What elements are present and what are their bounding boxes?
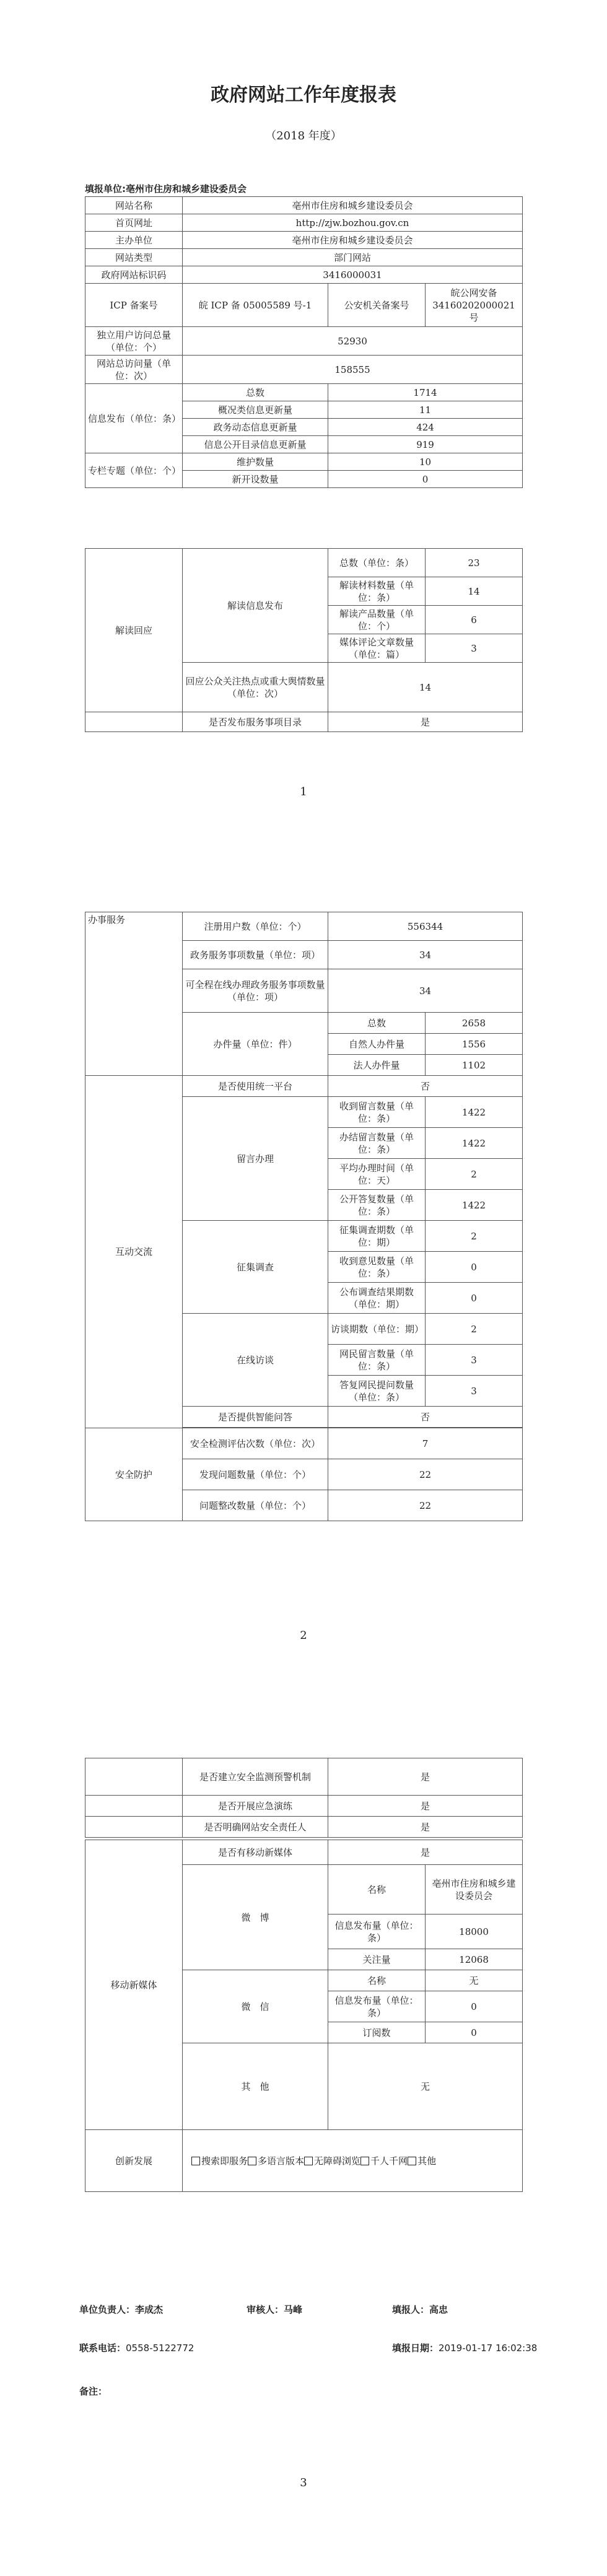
- site-code-value: 3416000031: [183, 266, 523, 284]
- uv-value: 52930: [183, 327, 523, 356]
- wechat-label: 微 信: [183, 1970, 328, 2043]
- fixed-label: 问题整改数量（单位：个）: [183, 1490, 328, 1521]
- icp-label: ICP 备案号: [85, 284, 183, 327]
- page-title: 政府网站工作年度报表: [211, 84, 396, 106]
- smart-value: 否: [328, 1407, 523, 1428]
- survey-periods-label: 征集调查期数（单位：期）: [328, 1221, 426, 1252]
- site-code-label: 政府网站标识码: [85, 266, 183, 284]
- other-value: 无: [328, 2043, 523, 2130]
- info-total-label: 总数: [183, 384, 328, 401]
- checks-label: 安全检测评估次数（单位：次）: [183, 1428, 328, 1459]
- site-name-value: 亳州市住房和城乡建设委员会: [183, 197, 523, 214]
- monitor-label: 是否建立安全监测预警机制: [183, 1758, 328, 1796]
- weibo-posts-label: 信息发布量（单位：条）: [328, 1915, 426, 1949]
- phone: [79, 2341, 194, 2354]
- home-url-value: http://zjw.bozhou.gov.cn: [183, 214, 523, 232]
- checks-value: 7: [328, 1428, 523, 1459]
- fill-date-value: 2019-01-17 16:02:38: [439, 2342, 538, 2354]
- report-table-page3: [85, 1758, 523, 2192]
- column-label: 专栏专题（单位：个）: [85, 453, 183, 488]
- page-number-3: 3: [300, 2476, 307, 2489]
- interp-product-label: 解读产品数量（单位：个）: [328, 606, 426, 634]
- cases-total-label: 总数: [328, 1013, 426, 1034]
- service-online-value: 34: [328, 969, 523, 1013]
- reviewer-label: 审核人：: [247, 2304, 284, 2315]
- security-cont-spacer-3: [85, 1817, 183, 1838]
- msg-avg-value: 2: [426, 1159, 523, 1190]
- leader-value: 李成杰: [135, 2304, 164, 2315]
- drill-label: 是否开展应急演练: [183, 1796, 328, 1817]
- survey-results-label: 公布调查结果期数（单位：期）: [328, 1283, 426, 1314]
- reviewer: [247, 2303, 302, 2316]
- pv-label: 网站总访问量（单位：次）: [85, 356, 183, 384]
- checkbox-icon[interactable]: [408, 2157, 416, 2165]
- service-reg-label: 注册用户数（单位：个）: [183, 912, 328, 941]
- filler-person: [392, 2303, 448, 2316]
- phone-value: 0558-5122772: [126, 2342, 194, 2354]
- phone-label: 联系电话：: [79, 2342, 126, 2354]
- unified-value: 否: [328, 1076, 523, 1097]
- uv-label: 独立用户访问总量（单位：个）: [85, 327, 183, 356]
- filler-unit-value: 亳州市住房和城乡建设委员会: [126, 183, 247, 194]
- cases-person-label: 自然人办件量: [328, 1034, 426, 1055]
- survey-label: 征集调查: [183, 1221, 328, 1314]
- leader-label: 单位负责人：: [79, 2304, 136, 2315]
- interp-label: 解读回应: [85, 549, 183, 712]
- security-cont-spacer: [85, 1758, 183, 1796]
- leader: [79, 2303, 163, 2316]
- monitor-value: 是: [328, 1758, 523, 1796]
- innovation-option[interactable]: [360, 2155, 408, 2167]
- home-url-label: 首页网址: [85, 214, 183, 232]
- service-online-label: 可全程在线办理政务服务事项数量（单位：项）: [183, 969, 328, 1013]
- cases-total-value: 2658: [426, 1013, 523, 1034]
- wechat-posts-value: 0: [426, 1991, 523, 2022]
- info-overview-label: 概况类信息更新量: [183, 401, 328, 419]
- fixed-value: 22: [328, 1490, 523, 1521]
- service-dir-value: 是: [328, 712, 523, 732]
- checkbox-icon[interactable]: [360, 2157, 369, 2165]
- interp-pub-label: 解读信息发布: [183, 549, 328, 663]
- security-label: 安全防护: [85, 1428, 183, 1521]
- innovation-option[interactable]: [248, 2155, 304, 2167]
- wechat-posts-label: 信息发布量（单位：条）: [328, 1991, 426, 2022]
- info-total-value: 1714: [328, 384, 523, 401]
- interp-total-value: 23: [426, 549, 523, 577]
- weibo-label: 微 博: [183, 1865, 328, 1970]
- info-open-label: 信息公开目录信息更新量: [183, 436, 328, 453]
- talk-answers-value: 3: [426, 1376, 523, 1407]
- column-new-value: 0: [328, 471, 523, 488]
- wechat-name-value: 无: [426, 1970, 523, 1991]
- wechat-subs-label: 订阅数: [328, 2022, 426, 2043]
- talk-periods-value: 2: [426, 1314, 523, 1345]
- service-dir-label: 是否发布服务事项目录: [183, 712, 328, 732]
- note-label: 备注：: [79, 2386, 108, 2397]
- reviewer-value: 马峰: [284, 2304, 303, 2315]
- unified-label: 是否使用统一平台: [183, 1076, 328, 1097]
- column-maint-value: 10: [328, 453, 523, 471]
- report-table-page2: [85, 912, 523, 1521]
- media-has-label: 是否有移动新媒体: [183, 1840, 328, 1865]
- service-items-value: 34: [328, 941, 523, 969]
- psb-label: 公安机关备案号: [328, 284, 426, 327]
- site-type-label: 网站类型: [85, 249, 183, 266]
- info-overview-value: 11: [328, 401, 523, 419]
- security-cont-spacer-2: [85, 1796, 183, 1817]
- service-dir-spacer: [85, 712, 183, 732]
- page-number-1: 1: [300, 785, 307, 798]
- weibo-posts-value: 18000: [426, 1915, 523, 1949]
- fill-date: [392, 2341, 537, 2354]
- innovation-option-label: 千人千网: [370, 2155, 408, 2167]
- msg-label: 留言办理: [183, 1097, 328, 1221]
- icp-value: 皖 ICP 备 05005589 号-1: [183, 284, 328, 327]
- wechat-name-label: 名称: [328, 1970, 426, 1991]
- msg-recv-label: 收到留言数量（单位：条）: [328, 1097, 426, 1128]
- interp-material-value: 14: [426, 577, 523, 606]
- msg-avg-label: 平均办理时间（单位：天）: [328, 1159, 426, 1190]
- interaction-label: 互动交流: [85, 1076, 183, 1428]
- pv-value: 158555: [183, 356, 523, 384]
- checkbox-icon[interactable]: [191, 2157, 200, 2165]
- filler-unit-label: 填报单位:: [85, 183, 126, 194]
- weibo-name-label: 名称: [328, 1865, 426, 1915]
- cases-legal-label: 法人办件量: [328, 1055, 426, 1076]
- checkbox-icon[interactable]: [248, 2157, 256, 2165]
- page-number-2: 2: [300, 1629, 307, 1642]
- interp-media-label: 媒体评论文章数量（单位：篇）: [328, 634, 426, 663]
- msg-done-label: 办结留言数量（单位：条）: [328, 1128, 426, 1159]
- innovation-option[interactable]: [408, 2155, 436, 2167]
- interp-product-value: 6: [426, 606, 523, 634]
- checkbox-icon[interactable]: [304, 2157, 313, 2165]
- smart-label: 是否提供智能问答: [183, 1407, 328, 1428]
- info-dynamic-value: 424: [328, 419, 523, 436]
- found-label: 发现问题数量（单位：个）: [183, 1459, 328, 1490]
- talk-periods-label: 访谈期数（单位：期）: [328, 1314, 426, 1345]
- survey-periods-value: 2: [426, 1221, 523, 1252]
- service-cases-label: 办件量（单位：件）: [183, 1013, 328, 1076]
- info-dynamic-label: 政务动态信息更新量: [183, 419, 328, 436]
- talk-msgs-label: 网民留言数量（单位：条）: [328, 1345, 426, 1376]
- innovation-option-label: 多语言版本: [258, 2155, 305, 2167]
- weibo-name-value: 亳州市住房和城乡建设委员会: [426, 1865, 523, 1915]
- innovation-label: 创新发展: [85, 2130, 183, 2192]
- column-maint-label: 维护数量: [183, 453, 328, 471]
- column-new-label: 新开设数量: [183, 471, 328, 488]
- interp-media-value: 3: [426, 634, 523, 663]
- media-has-value: 是: [328, 1840, 523, 1865]
- report-table-page1: [85, 196, 523, 488]
- talk-label: 在线访谈: [183, 1314, 328, 1407]
- survey-opinions-label: 收到意见数量（单位：条）: [328, 1252, 426, 1283]
- weibo-fans-label: 关注量: [328, 1949, 426, 1970]
- site-name-label: 网站名称: [85, 197, 183, 214]
- owner-label: 是否明确网站安全责任人: [183, 1817, 328, 1838]
- interp-total-label: 总数（单位：条）: [328, 549, 426, 577]
- service-reg-value: 556344: [328, 912, 523, 941]
- drill-value: 是: [328, 1796, 523, 1817]
- filler-unit: [85, 182, 247, 195]
- innovation-option[interactable]: [304, 2155, 360, 2167]
- talk-msgs-value: 3: [426, 1345, 523, 1376]
- interp-table: [85, 548, 523, 732]
- interp-material-label: 解读材料数量（单位：条）: [328, 577, 426, 606]
- other-label: 其 他: [183, 2043, 328, 2130]
- host-org-value: 亳州市住房和城乡建设委员会: [183, 232, 523, 249]
- owner-value: 是: [328, 1817, 523, 1838]
- info-label: 信息发布（单位：条）: [85, 384, 183, 453]
- found-value: 22: [328, 1459, 523, 1490]
- interp-hot-value: 14: [328, 663, 523, 712]
- service-items-label: 政务服务事项数量（单位：项）: [183, 941, 328, 969]
- wechat-subs-value: 0: [426, 2022, 523, 2043]
- innovation-option-label: 其他: [417, 2155, 437, 2167]
- innovation-option-label: 搜索即服务: [201, 2155, 248, 2167]
- innovation-options: [183, 2130, 523, 2192]
- msg-pub-label: 公开答复数量（单位：条）: [328, 1190, 426, 1221]
- media-label: 移动新媒体: [85, 1840, 183, 2130]
- msg-recv-value: 1422: [426, 1097, 523, 1128]
- cases-person-value: 1556: [426, 1034, 523, 1055]
- innovation-option-label: 无障碍浏览: [314, 2155, 361, 2167]
- site-type-value: 部门网站: [183, 249, 523, 266]
- survey-results-value: 0: [426, 1283, 523, 1314]
- msg-done-value: 1422: [426, 1128, 523, 1159]
- host-org-label: 主办单位: [85, 232, 183, 249]
- service-label: 办事服务: [85, 912, 183, 1076]
- weibo-fans-value: 12068: [426, 1949, 523, 1970]
- psb-value: 皖公网安备 34160202000021 号: [426, 284, 523, 327]
- filler-person-value: 高忠: [429, 2304, 448, 2315]
- innovation-option[interactable]: [191, 2155, 248, 2167]
- talk-answers-label: 答复网民提问数量（单位：条）: [328, 1376, 426, 1407]
- report-year: （2018 年度）: [265, 129, 342, 142]
- survey-opinions-value: 0: [426, 1252, 523, 1283]
- msg-pub-value: 1422: [426, 1190, 523, 1221]
- info-open-value: 919: [328, 436, 523, 453]
- interp-hot-label: 回应公众关注热点或重大舆情数量（单位：次）: [183, 663, 328, 712]
- cases-legal-value: 1102: [426, 1055, 523, 1076]
- fill-date-label: 填报日期：: [392, 2342, 439, 2354]
- filler-person-label: 填报人：: [392, 2304, 430, 2315]
